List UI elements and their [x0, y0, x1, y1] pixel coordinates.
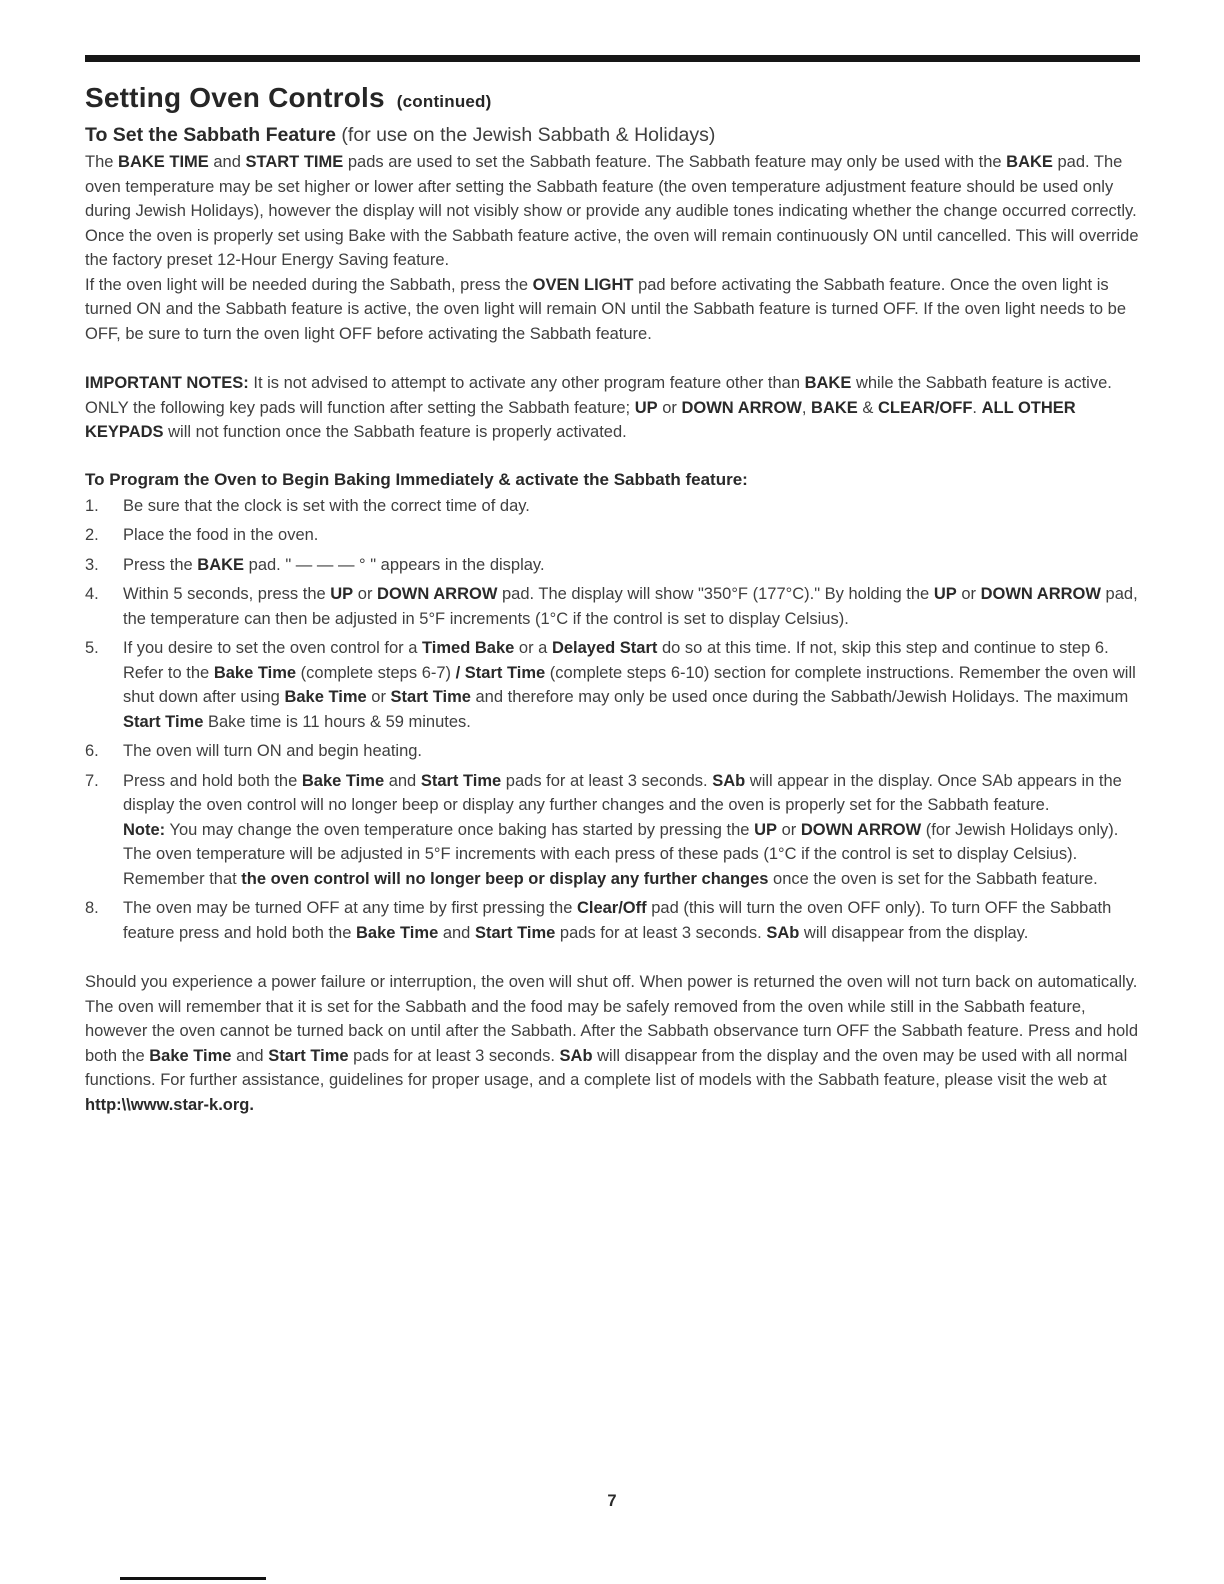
top-divider: [85, 55, 1140, 62]
list-item-text: Be sure that the clock is set with the correct time of day.: [123, 496, 530, 515]
list-item-body: [123, 769, 1140, 892]
section-heading-normal: (for use on the Jewish Sabbath & Holidays): [336, 124, 716, 146]
list-item-7: [85, 769, 1140, 892]
bottom-rule: [120, 1577, 266, 1580]
list-item-1: [85, 494, 1140, 519]
list-item-number: 1.: [85, 496, 99, 515]
subsection-heading-program: To Program the Oven to Begin Baking Immediately & activate the Sabbath feature:: [85, 469, 748, 489]
list-item-note: Note: You may change the oven temperature once baking has started by pressing the UP or DOWN ARROW (for Jewish Holidays only). The oven temperature will be adjusted in 5°F increments with each press of these pads (1°C if the control is set to display Celsius). Remember that the oven control will no longer beep or display any further changes once the oven is set for the Sabbath feature.: [123, 820, 1119, 888]
list-item-text: Within 5 seconds, press the UP or DOWN ARROW pad. The display will show "350°F (177°C)." By holding the UP or DOWN ARROW pad, the temperature can then be adjusted in 5°F increments (1°C if the control is set to display Celsius).: [123, 585, 1138, 628]
paragraph-closing: Should you experience a power failure or interruption, the oven will shut off. When power is returned the oven will not turn back on automatically. The oven will remember that it is set for the Sabbath and the food may be safely removed from the oven while still in the Sabbath feature, however the oven cannot be turned back on until after the Sabbath. After the Sabbath observance turn OFF the Sabbath feature. Press and hold both the Bake Time and Start Time pads for at least 3 seconds. SAb will disappear from the display and the oven may be used with all normal functions. For further assistance, guidelines for proper usage, and a complete list of models with the Sabbath feature, please visit the web at http:\\www.star-k.org.: [85, 973, 1139, 1114]
list-item-2: [85, 523, 1140, 548]
page-title: [85, 82, 1140, 114]
section-heading: [85, 124, 1140, 147]
page-title-suffix: (continued): [396, 92, 492, 111]
list-item-5: [85, 636, 1140, 734]
section-heading-bold: To Set the Sabbath Feature: [85, 124, 337, 146]
list-item-number: 3.: [85, 555, 99, 574]
list-item-text: The oven will turn ON and begin heating.: [123, 742, 423, 760]
list-item-text: The oven may be turned OFF at any time by first pressing the Clear/Off pad (this will turn the oven OFF only). To turn OFF the Sabbath feature press and hold both the Bake Time and Start Time pads for at least 3 seconds. SAb will disappear from the display.: [123, 899, 1112, 942]
list-item-number: 7.: [85, 771, 99, 790]
list-item-text: If you desire to set the oven control for a Timed Bake or a Delayed Start do so at this time. If not, skip this step and continue to step 6. Refer to the Bake Time (complete steps 6-7) / Start Time (complete steps 6-10) section for complete instructions. Remember the oven will shut down after using Bake Time or Start Time and therefore may only be used once during the Sabbath/Jewish Holidays. The maximum Start Time Bake time is 11 hours & 59 minutes.: [123, 639, 1136, 731]
list-item-3: [85, 553, 1140, 578]
list-item-number: 8.: [85, 899, 99, 917]
paragraph-important-notes: IMPORTANT NOTES: It is not advised to attempt to activate any other program feature other than BAKE while the Sabbath feature is active. ONLY the following key pads will function after setting the Sabbath feature; UP or DOWN ARROW, BAKE & CLEAR/OFF. ALL OTHER KEYPADS will not function once the Sabbath feature is properly activated.: [85, 374, 1112, 441]
list-item-8: [85, 896, 1140, 945]
list-item-text: Place the food in the oven.: [123, 526, 319, 544]
page-title-main: Setting Oven Controls: [85, 82, 385, 113]
list-item-number: 5.: [85, 639, 99, 657]
list-item-6: [85, 739, 1140, 764]
instruction-list: [85, 494, 1140, 946]
paragraph-sabbath-intro: The BAKE TIME and START TIME pads are used to set the Sabbath feature. The Sabbath feature may only be used with the BAKE pad. The oven temperature may be set higher or lower after setting the Sabbath feature (the oven temperature adjustment feature should be used only during Jewish Holidays), however the display will not visibly show or provide any audible tones indicating whether the change occurred correctly. Once the oven is properly set using Bake with the Sabbath feature active, the oven will remain continuously ON until cancelled. This will override the factory preset 12-Hour Energy Saving feature.: [85, 153, 1139, 269]
paragraph-oven-light: If the oven light will be needed during the Sabbath, press the OVEN LIGHT pad before activating the Sabbath feature. Once the oven light is turned ON and the Sabbath feature is active, the oven light will remain ON until the Sabbath feature is turned OFF. If the oven light needs to be OFF, be sure to turn the oven light OFF before activating the Sabbath feature.: [85, 275, 1127, 343]
list-item-text: Press and hold both the Bake Time and Start Time pads for at least 3 seconds. SAb will appear in the display. Once SAb appears in the display the oven control will no longer beep or display any further changes and the oven is properly set for the Sabbath feature.: [123, 771, 1122, 814]
list-item-number: 6.: [85, 742, 99, 760]
list-item-number: 4.: [85, 585, 99, 603]
list-item-number: 2.: [85, 526, 99, 544]
page-number: 7: [607, 1492, 617, 1510]
list-item-4: [85, 582, 1140, 631]
list-item-text: Press the BAKE pad. " — — — ° " appears in the display.: [123, 555, 545, 574]
